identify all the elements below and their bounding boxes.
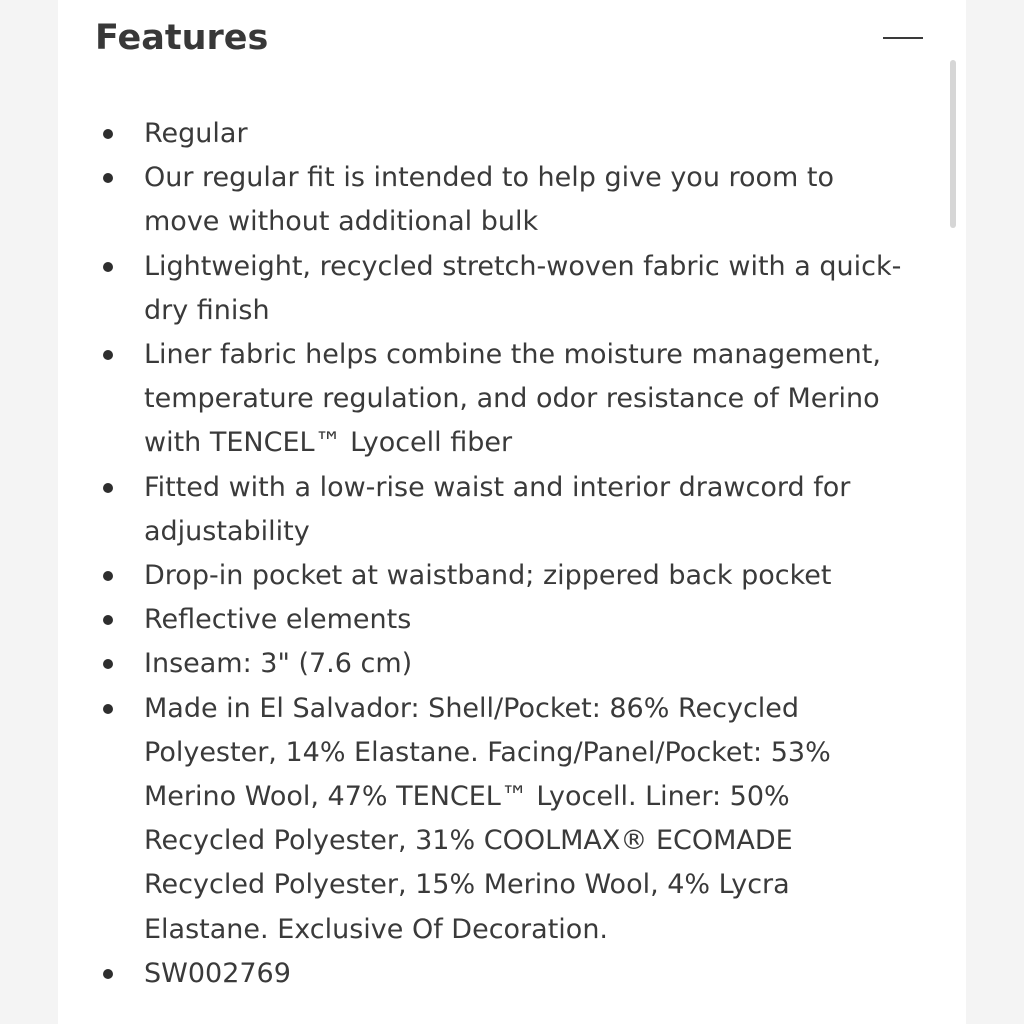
bullet-icon [103, 350, 113, 360]
features-list [88, 112, 918, 996]
features-panel [58, 0, 966, 1024]
bullet-icon [103, 571, 113, 581]
bullet-icon [103, 262, 113, 272]
bullet-icon [103, 615, 113, 625]
scrollbar-thumb[interactable] [950, 60, 956, 228]
feature-text: Our regular fit is intended to help give you room to move without additional bulk [144, 162, 835, 238]
list-item [88, 112, 918, 156]
list-item [88, 598, 918, 642]
list-item [88, 333, 918, 466]
list-item [88, 642, 918, 686]
feature-text: Lightweight, recycled stretch-woven fabric with a quick-dry finish [144, 250, 902, 326]
feature-text: SW002769 [144, 957, 291, 989]
section-title: Features [95, 18, 269, 58]
feature-text: Regular [144, 118, 248, 149]
list-item [88, 245, 918, 333]
collapse-button[interactable] [881, 26, 927, 50]
bullet-icon [103, 969, 113, 979]
features-header[interactable] [95, 10, 935, 70]
bullet-icon [103, 483, 113, 493]
feature-text: Liner fabric helps combine the moisture management, temperature regulation, and odor resistance of Merino with TENCEL™ Lyocell fiber [144, 339, 881, 459]
feature-text: Made in El Salvador: Shell/Pocket: 86% Recycled Polyester, 14% Elastane. Facing/Panel/Pocket: 53% Merino Wool, 47% TENCEL™ Lyocell. Liner: 50% Recycled Polyester, 31% COOLMAX® ECOMADE Recycled Polyester, 15% Merino Wool, 4% Lycra Elastane. Exclusive Of Decoration. [144, 692, 831, 945]
list-item [88, 687, 918, 952]
feature-text: Inseam: 3" (7.6 cm) [144, 648, 413, 680]
bullet-icon [103, 704, 113, 714]
list-item [88, 466, 918, 554]
list-item [88, 156, 918, 244]
bullet-icon [103, 129, 113, 139]
bullet-icon [103, 173, 113, 183]
list-item [88, 554, 918, 598]
list-item [88, 952, 918, 996]
minus-icon [883, 37, 923, 39]
feature-text: Fitted with a low-rise waist and interior drawcord for adjustability [144, 471, 851, 547]
feature-text: Drop-in pocket at waistband; zippered back pocket [144, 560, 832, 592]
bullet-icon [103, 659, 113, 669]
feature-text: Reflective elements [144, 604, 412, 636]
